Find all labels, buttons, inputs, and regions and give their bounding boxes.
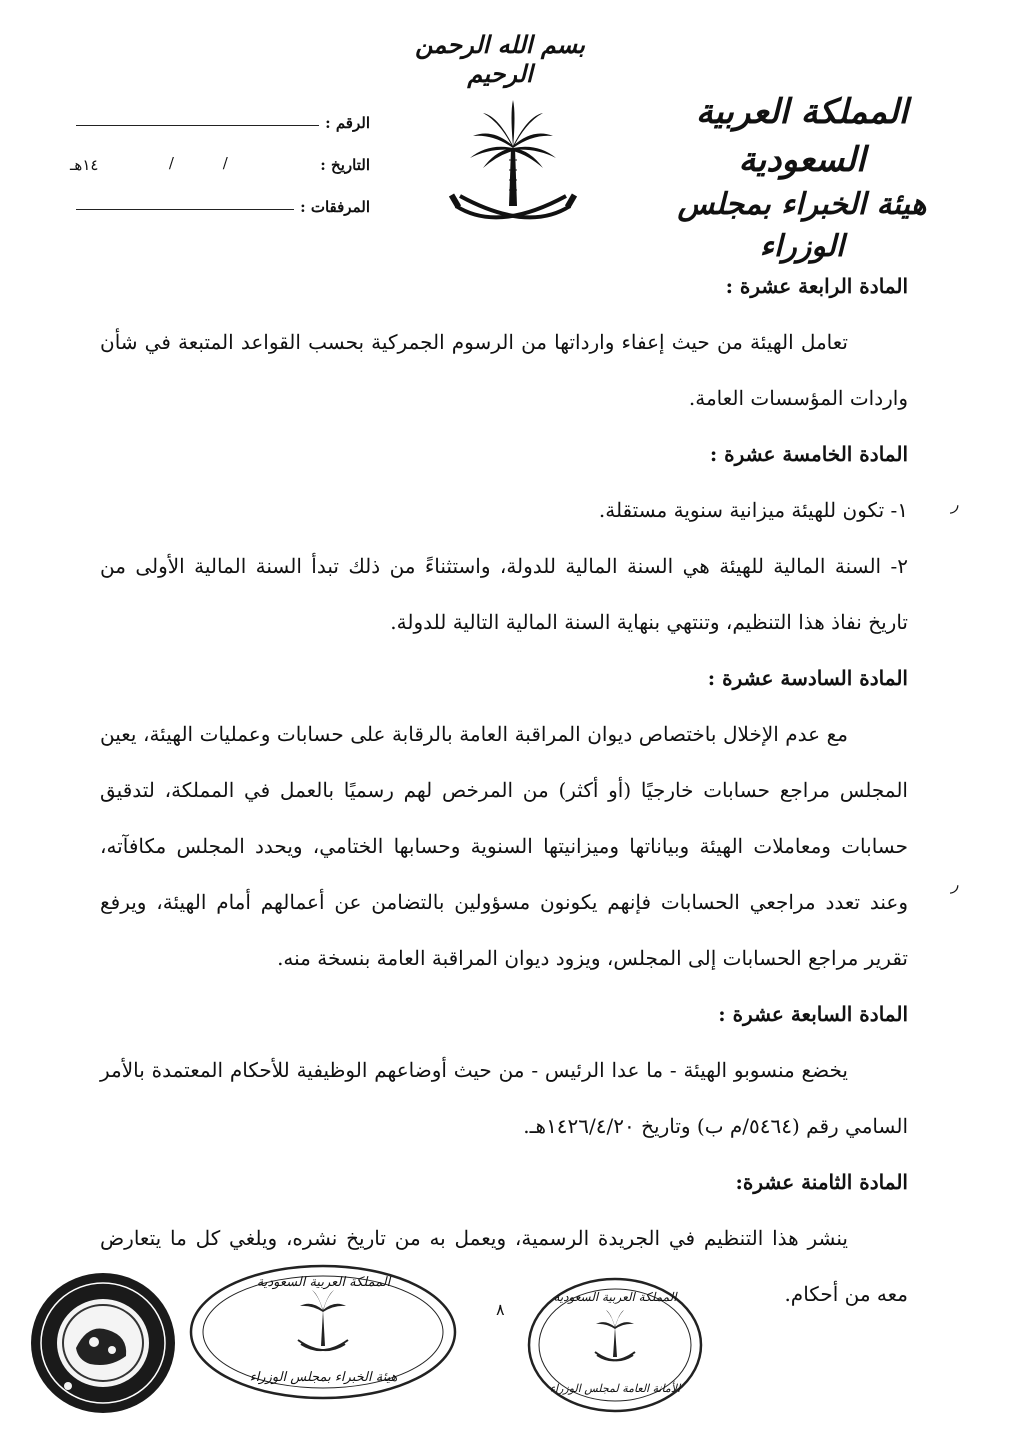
page-number: ٨ <box>496 1300 505 1319</box>
reference-fields <box>70 90 370 216</box>
palm-swords-emblem-icon <box>438 88 588 238</box>
article <box>100 650 908 986</box>
number-blank <box>76 125 319 126</box>
number-label: الرقم : <box>325 114 370 132</box>
date-field <box>70 132 370 174</box>
article-heading: المادة الرابعة عشرة : <box>725 274 908 298</box>
organization-name <box>642 88 962 268</box>
article-paragraph: يخضع منسوبو الهيئة - ما عدا الرئيس - من حيث أوضاعهم الوظيفية للأحكام المعتمدة بالأمر السامي رقم (٥٤٦٤/م ب) وتاريخ ١٤٢٦/٤/٢٠هـ. <box>100 1058 908 1138</box>
stamp-top-text: المملكة العربية السعودية <box>553 1290 677 1304</box>
document-body <box>100 258 908 1322</box>
article-heading: المادة الخامسة عشرة : <box>709 442 908 466</box>
number-field <box>70 90 370 132</box>
article <box>100 986 908 1154</box>
date-label: التاريخ : <box>320 156 370 174</box>
attachments-label: المرفقات : <box>300 198 370 216</box>
org-line-kingdom: المملكة العربية السعودية <box>695 92 909 180</box>
article-item: ١- تكون للهيئة ميزانية سنوية مستقلة. <box>598 498 908 522</box>
margin-tick-icon: ◞ <box>950 492 959 517</box>
article-item: ٢- السنة المالية للهيئة هي السنة المالية للدولة، واستثناءً من ذلك تبدأ السنة المالية الأولى من تاريخ نفاذ هذا التنظيم، وتنتهي بنهاية السنة المالية التالية للدولة. <box>100 554 908 634</box>
article-heading: المادة السادسة عشرة : <box>707 666 908 690</box>
date-blank: / / <box>168 154 250 172</box>
round-seal-icon <box>28 1268 178 1418</box>
article-heading: المادة السابعة عشرة : <box>718 1002 908 1026</box>
article-heading: المادة الثامنة عشرة: <box>735 1170 908 1194</box>
stamp-bottom-text: هيئة الخبراء بمجلس الوزراء <box>249 1370 398 1385</box>
article <box>100 426 908 650</box>
article-paragraph: ينشر هذا التنظيم في الجريدة الرسمية، ويعمل به من تاريخ نشره، ويلغي كل ما يتعارض معه من أحكام. <box>100 1226 908 1306</box>
date-suffix: ١٤هـ <box>70 156 99 174</box>
article-paragraph: مع عدم الإخلال باختصاص ديوان المراقبة العامة بالرقابة على حسابات وعمليات الهيئة، يعين المجلس مراجع حسابات خارجيًا (أو أكثر) من المرخص لهم رسميًا بالعمل في المملكة، لتدقيق حسابات ومعاملات الهيئة وبياناتها وميزانيتها السنوية وحسابها الختامي، ويحدد المجلس مكافآته، وعند تعدد مراجعي الحسابات فإنهم يكونون مسؤولين بالتضامن عن أعمالهم أمام الهيئة، ويرفع تقرير مراجع الحسابات إلى المجلس، ويزود ديوان المراقبة العامة بنسخة منه. <box>100 722 908 970</box>
article <box>100 258 908 426</box>
attachments-blank <box>76 209 294 210</box>
stamp-bottom-text: الأمانة العامة لمجلس الوزراء <box>549 1382 681 1395</box>
margin-tick-icon: ◞ <box>950 872 959 897</box>
stamp-top-text: المملكة العربية السعودية <box>256 1275 391 1290</box>
basmala: بسم الله الرحمن الرحيم <box>415 30 585 88</box>
org-line-bureau: هيئة الخبراء بمجلس الوزراء <box>677 187 927 264</box>
attachments-field <box>70 174 370 216</box>
article-paragraph: تعامل الهيئة من حيث إعفاء وارداتها من الرسوم الجمركية بحسب القواعد المتبعة في شأن واردات المؤسسات العامة. <box>100 330 908 410</box>
